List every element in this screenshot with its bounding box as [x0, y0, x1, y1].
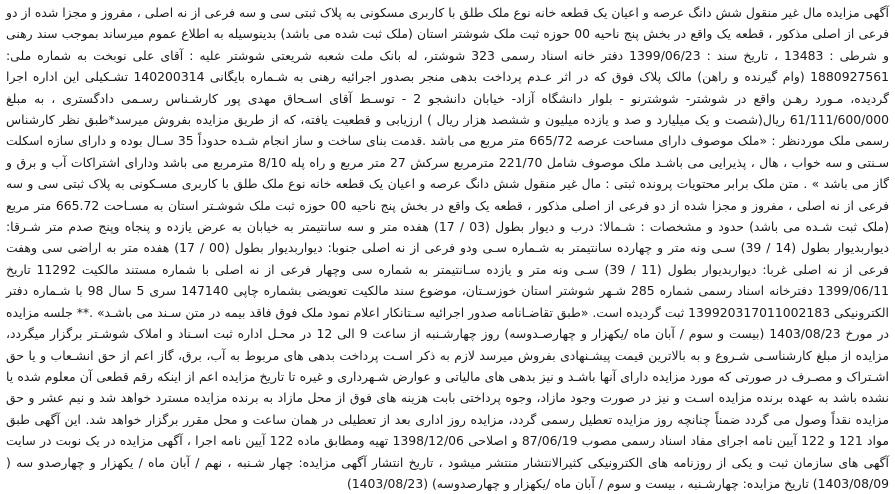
- auction-notice-text: آگهی مزایده مال غیر منقول شش دانگ عرصه و اعیان یک قطعه خانه نوع ملک طلق با کاربری مسکونی به پلاک ثبتی سی و سه فرعی از نه اصلی ، مفروز و مجزا شده از دو فرعی از اصلی مذکور ، قطعه یک واقع در بخش پنج ناحیه 00 حوزه ثبت ملک شوشتر استان (ملک ثبت شده می باشد) بدینوسیله به اطلاع عموم میرساند بموجب سند رهنی و شرطی : 13483 ، تاریخ سند : 1399/06/23 دفتر خانه اسناد رسمی 323 شوشتر، له بانک ملت شعبه شریعتی شوشتر علیه : آقای علی نوبخت به شماره ملی: 1880927561 (وام گیرنده و راهن) مالک پلاک فوق که در اثر عـدم پرداخت بدهی منجر بصدور اجرائیه رهنی به شـماره بایگانی 140200314 تشـکیلی این اداره اجرا گردیده، مـورد رهـن واقع در شوشتر- شوشترنو - بلوار دانشگاه آزاد- خیابان دانشجو 2 - توسـط آقای اسـحاق مهدی پور کارشـناس رسـمی دادگستری ، به مبلغ 61/111/600/000 ریال(شصت و یک میلیارد و صد و یازده میلیون و ششصد هزار ریال ) ارزیابی و قطعیت یافته، که از طریق مزایده بفروش میرسد*طبق نظر کارشناس رسمی ملک موردنظر : «ملک موصوف دارای مساحت عرصه 665/72 متر مربع می باشد .قدمت بنای ساخت و ساز انجام شـده حدوداً 35 سـال بوده و دارای سازه اسکلت سـنتی و سه خواب ، هال ، پذیرایی می باشـد ملک موصوف شامل 221/70 مترمربع سرکش 27 متر مربع و راه پله 8/10 مترمربع می باشد ودارای اشتراکات آب و برق و گاز می باشد » . متن ملک برابر محتویات پرونده ثبتی : مال غیر منقول شش دانگ عرصه و اعیان یک قطعه خانه نوع ملک طلق با کاربری مسـکونی به پلاک ثبتی سی و سه فرعی از نه اصلی ، مفروز و مجزا شده از دو فرعی از اصلی مذکور ، قطعه یک واقع در بخش پنج ناحیه 00 حوزه ثبت ملک شوشـتر استان به مسـاحت 665.72 متر مربع (ملک ثبت شـده می باشد) حدود و مشخصات : شـمالا: درب و دیوار بطول (03 / 17) هفده متر و سه سانتیمتر به خیابان به عرض یازده و پنجاه وپنج صدم متر شـرقا: دیواربدیوار بطول (14 / 39) سـی ونه متر و چهارده سانتیمتر به شـماره سـی ودو فرعی از نه اصلی جنوبا: دیواربدیوار بطول (00 / 17) هفده متر به اراضی سی وهفت فرعی از نه اصلی غربا: دیواربدیوار بطول (11 / 39) سـی ونه متر و یازده سـانتیمتر به شماره سی وچهار فرعی از نه اصلی با شماره مستند مالکیت 11292 تاریخ 1399/06/11 دفترخانه اسناد رسمی شماره 285 شـهر شوشتر استان خوزسـتان، موضوع سند مالکیت تعویضی بشماره چاپی 147140 سری 5 سال 98 با شـماره دفتر الکترونیکی 139920317011002183 ثبت گردیده است. «طبق تقاضـانامه صدور اجرائیه سـتانکار اعلام نمود ملک فوق فاقد بیمه در متن سـند می باشـد» .** جلسه مزایده در مورخ 1403/08/23 (بیست و سوم / آبان ماه /یکهزار و چهارصـدوسه) روز چهارشـنبه از ساعت 9 الی 12 در محـل اداره ثبت اسـناد و املاک شوشـتر برگزار میگردد، مزایده از مبلغ کارشناسـی شـروع و به بالاترین قیمت پیشـنهادی بفروش میرسد لازم به ذکر اسـت پرداخت بدهی های مربوط به آب، برق، گاز اعم از حق انشـعاب و یا حق اشـتراک و مصـرف در صورتی که مورد مزایده دارای آنها باشـد و نیز بدهی های مالیاتی و عوارض شـهرداری و غیره تا تاریخ مزایده اعم از اینکه رقم قطعی آن معلوم شده یا نشده باشد به عهده برنده مزایده اسـت و نیز در صورت وجود مازاد، وجوه پرداختی بابت هزینه های فوق از محل مازاد به برنده مزایده مسترد خواهد شد و نیم عشر و حق مزایده نقداً وصول می گردد ضمناً چنانچه روز مزایده تعطیل رسمی گردد، مزایده روز اداری بعد از تعطیلی در همان ساعت و محل مقرر برگزار خواهد شد. این آگهی طبق مواد 121 و 122 آیین نامه اجرای مفاد اسناد رسمی مصوب 87/06/19 و اصلاحی 1398/12/06 تهیه ومطابق ماده 122 آیین نامه اجرا ، آگهی مزایده در یک نوبت در سایت آگهی های سازمان ثبت و یکی از روزنامه های الکترونیکی کثیرالانتشار منتشر میشود ، تاریخ انتشار آگهی مزایده: چهار شـنبه ، نهم / آبان ماه / یکهزار و چهارصدو سه ( 1403/08/09) تاریخ مزایده: چهارشـنبه ، بیست و سوم / آبان ماه /یکهزار و چهارصدوسه) (1403/08/23): [6, 5, 890, 491]
